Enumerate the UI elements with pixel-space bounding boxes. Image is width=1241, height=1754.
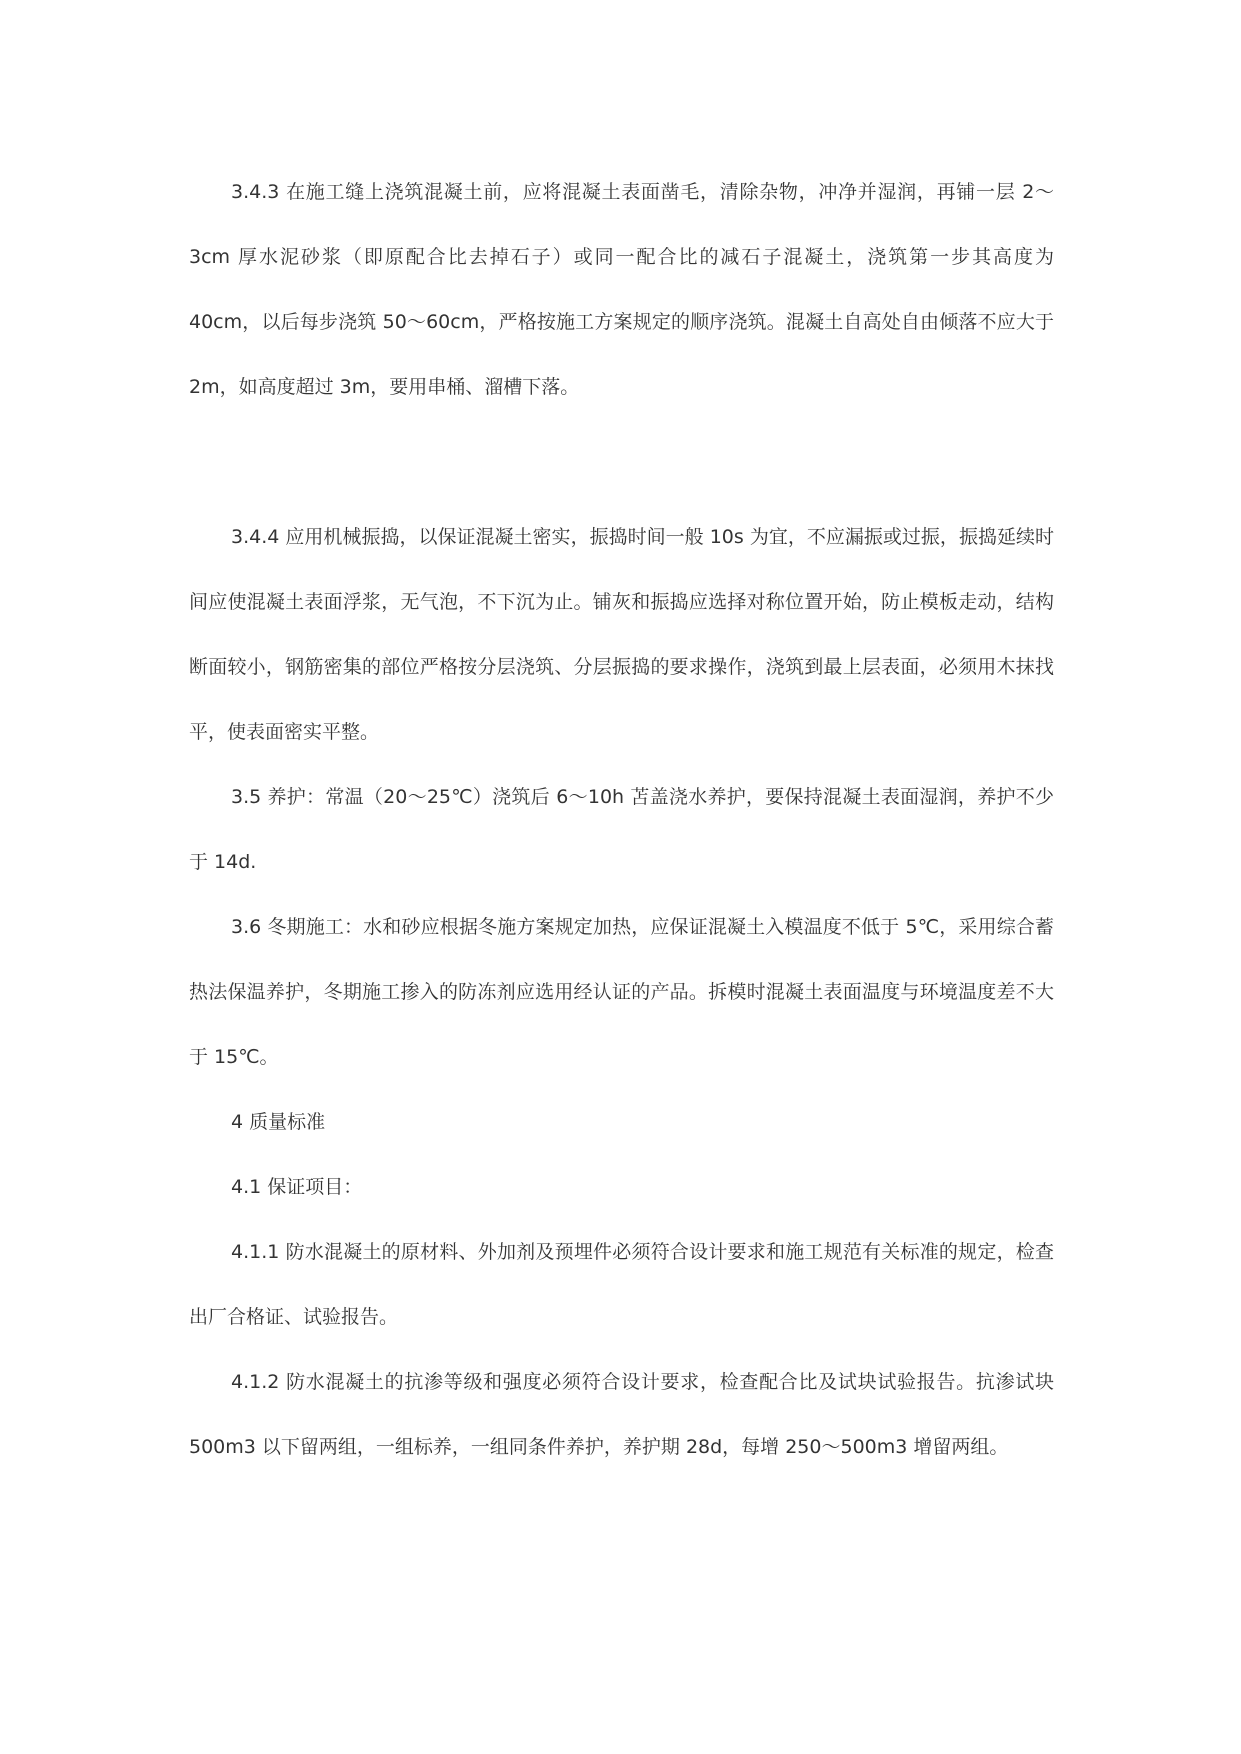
document-page: [189, 160, 1054, 1480]
paragraph-4-1-1: 4.1.1 防水混凝土的原材料、外加剂及预埋件必须符合设计要求和施工规范有关标准的规定，检查出厂合格证、试验报告。: [189, 1241, 1054, 1328]
section-heading-4: 4 质量标准: [231, 1111, 326, 1133]
paragraph-3-4-3: 3.4.3 在施工缝上浇筑混凝土前，应将混凝土表面凿毛，清除杂物，冲净并湿润，再铺一层 2～3cm 厚水泥砂浆（即原配合比去掉石子）或同一配合比的减石子混凝土，浇筑第一步其高度为 40cm，以后每步浇筑 50～60cm，严格按施工方案规定的顺序浇筑。混凝土自高处自由倾落不应大于 2m，如高度超过 3m，要用串桶、溜槽下落。: [189, 181, 1054, 398]
paragraph-spacer: [189, 420, 1054, 505]
paragraph-3-4-4: 3.4.4 应用机械振捣，以保证混凝土密实，振捣时间一般 10s 为宜，不应漏振或过振，振捣延续时间应使混凝土表面浮浆，无气泡，不下沉为止。铺灰和振捣应选择对称位置开始，防止模板走动，结构断面较小，钢筋密集的部位严格按分层浇筑、分层振捣的要求操作，浇筑到最上层表面，必须用木抹找平，使表面密实平整。: [189, 526, 1054, 743]
paragraph-4-1-2: 4.1.2 防水混凝土的抗渗等级和强度必须符合设计要求，检查配合比及试块试验报告。抗渗试块 500m3 以下留两组，一组标养，一组同条件养护，养护期 28d，每增 250～500m3 增留两组。: [189, 1371, 1054, 1458]
section-heading-4-1: 4.1 保证项目：: [231, 1176, 363, 1198]
paragraph-3-6: 3.6 冬期施工：水和砂应根据冬施方案规定加热，应保证混凝土入模温度不低于 5℃，采用综合蓄热法保温养护，冬期施工掺入的防冻剂应选用经认证的产品。拆模时混凝土表面温度与环境温度差不大于 15℃。: [189, 916, 1054, 1068]
paragraph-3-5: 3.5 养护：常温（20～25℃）浇筑后 6～10h 苫盖浇水养护，要保持混凝土表面湿润，养护不少于 14d.: [189, 786, 1054, 873]
